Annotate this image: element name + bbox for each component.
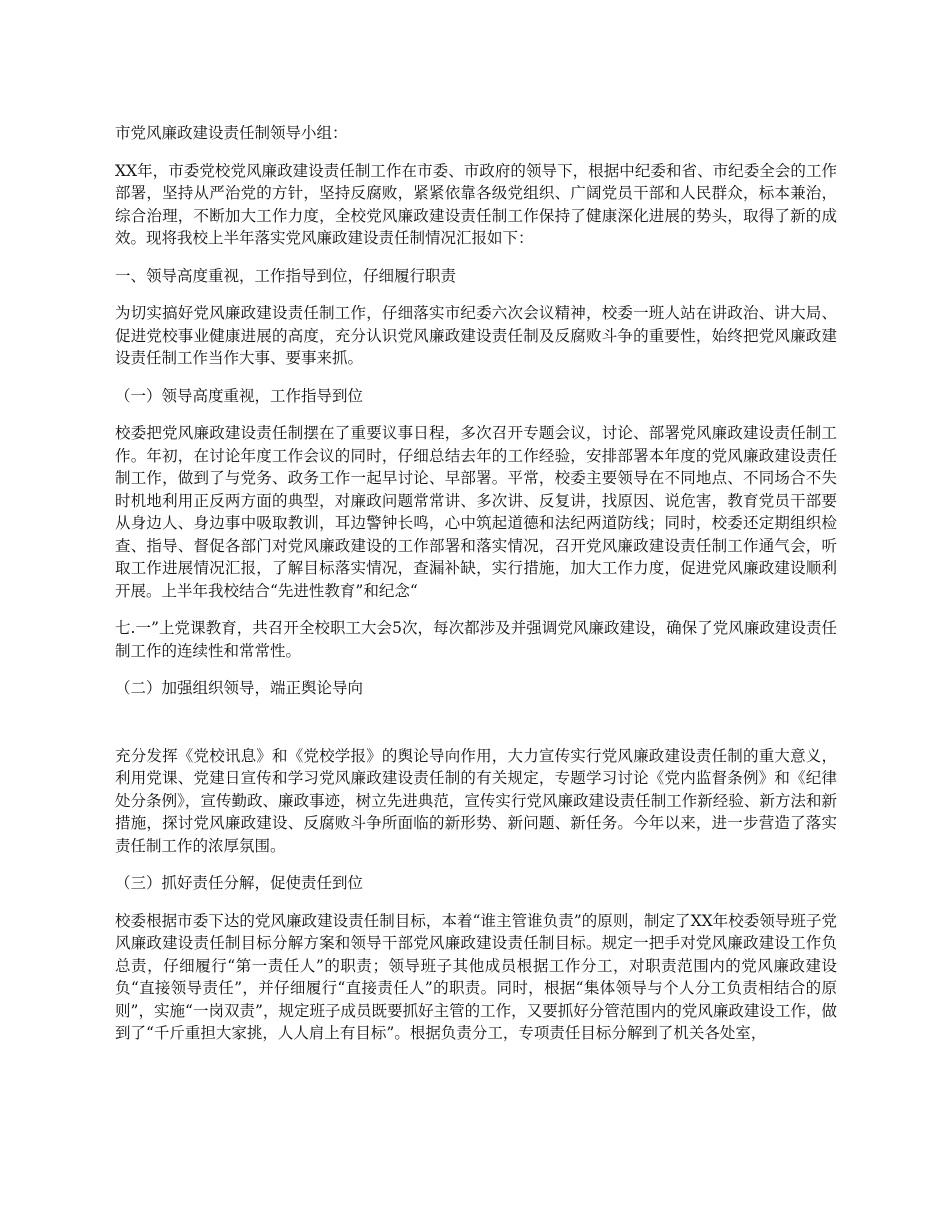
- intro-paragraph: XX年，市委党校党风廉政建设责任制工作在市委、市政府的领导下，根据中纪委和省、市纪委全会的工作部署，坚持从严治党的方针，坚持反腐败，紧紧依靠各级党组织、广阔党员干部和人民群众，标本兼治，综合治理，不断加大工作力度，全校党风廉政建设责任制工作保持了健康深化进展的势头，取得了新的成效。现将我校上半年落实党风廉政建设责任制情况汇报如下：: [115, 161, 837, 247]
- subsection-1-heading: （一）领导高度重视，工作指导到位: [115, 386, 364, 405]
- salutation: 市党风廉政建设责任制领导小组：: [115, 124, 348, 142]
- subsection-2-heading: （二）加强组织领导，端正舆论导向: [115, 679, 364, 697]
- document-page: [115, 122, 837, 1060]
- subsection-3-heading: （三）抓好责任分解，促使责任到位: [115, 874, 364, 892]
- blank-space: [115, 715, 837, 745]
- section-1-paragraph: 为切实搞好党风廉政建设责任制工作，仔细落实市纪委六次会议精神，校委一班人站在讲政治、讲大局、促进党校事业健康进展的高度，充分认识党风廉政建设责任制及反腐败斗争的重要性，始终把党风廉政建设责任制工作当作大事、要事来抓。: [115, 304, 837, 367]
- subsection-1-paragraph-continued: 七.一”上党课教育，共召开全校职工大会5次，每次都涉及并强调党风廉政建设，确保了党风廉政建设责任制工作的连续性和常常性。: [115, 619, 837, 660]
- section-1-heading: 一、领导高度重视，工作指导到位，仔细履行职责: [115, 266, 457, 285]
- subsection-3-paragraph: 校委根据市委下达的党风廉政建设责任制目标，本着“谁主管谁负责”的原则，制定了XX年校委领导班子党风廉政建设责任制目标分解方案和领导干部党风廉政建设责任制目标。规定一把手对党风廉政建设工作负总责，仔细履行“第一责任人”的职责；领导班子其他成员根据工作分工，对职责范围内的党风廉政建设负“直接领导责任”，并仔细履行“直接责任人”的职责。同时，根据“集体领导与个人分工负责相结合的原则”，实施“一岗双责”，规定班子成员既要抓好主管的工作，又要抓好分管范围内的党风廉政建设工作，做到了“千斤重担大家挑，人人肩上有目标”。根据负责分工，专项责任目标分解到了机关各处室，: [115, 911, 837, 1042]
- subsection-1-paragraph: 校委把党风廉政建设责任制摆在了重要议事日程，多次召开专题会议，讨论、部署党风廉政建设责任制工作。年初，在讨论年度工作会议的同时，仔细总结去年的工作经验，安排部署本年度的党风廉政建设责任制工作，做到了与党务、政务工作一起早讨论、早部署。平常，校委主要领导在不同地点、不同场合不失时机地利用正反两方面的典型，对廉政问题常常讲、多次讲、反复讲，找原因、说危害，教育党员干部要从身边人、身边事中吸取教训，耳边警钟长鸣，心中筑起道德和法纪两道防线；同时，校委还定期组织检查、指导、督促各部门对党风廉政建设的工作部署和落实情况，召开党风廉政建设责任制工作通气会，听取工作进展情况汇报，了解目标落实情况，查漏补缺，实行措施，加大工作力度，促进党风廉政建设顺利开展。上半年我校结合“先进性教育”和纪念“: [115, 424, 837, 600]
- subsection-2-paragraph: 充分发挥《党校讯息》和《党校学报》的舆论导向作用，大力宣传实行党风廉政建设责任制的重大意义，利用党课、党建日宣传和学习党风廉政建设责任制的有关规定，专题学习讨论《党内监督条例》和《纪律处分条例》，宣传勤政、廉政事迹，树立先进典范，宣传实行党风廉政建设责任制工作新经验、新方法和新措施，探讨党风廉政建设、反腐败斗争所面临的新形势、新问题、新任务。今年以来，进一步营造了落实责任制工作的浓厚氛围。: [115, 746, 837, 855]
